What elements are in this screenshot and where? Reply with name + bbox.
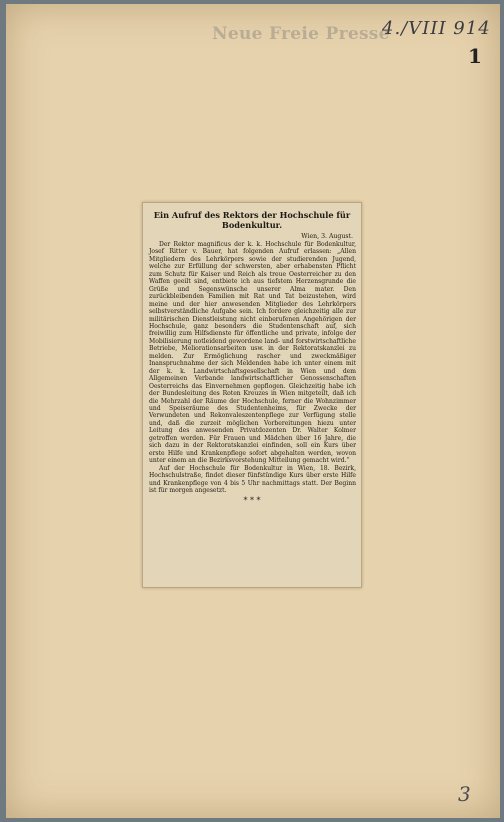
handwritten-date: 4./VIII 914 [382,18,491,39]
article-dateline: Wien, 3. August. [301,233,353,240]
newspaper-clipping [142,202,362,588]
article-headline: Ein Aufruf des Rektors der Hochschule für Bodenkultur. [153,210,351,230]
newspaper-stamp: Neue Freie Presse [212,24,390,44]
article-paragraph: Auf der Hochschule für Bodenkultur in Wien, 18. Bezirk, Hochschulstraße, findet dieser fünfstündige Kurs über erste Hilfe und Krankenpflege von 4 bis 5 Uhr nachmittags statt. Der Beginn ist für morgen angesetzt. [149,464,356,494]
page-number: 1 [468,44,482,68]
article-paragraph: Der Rektor magnificus der k. k. Hochschule für Bodenkultur, Josef Ritter v. Bauer, hat folgenden Aufruf erlassen: „Allen Mitgliedern des Lehrkörpers sowie der studierenden Jugend, welche zur Erfüllung der schwersten, aber erhabensten Pflicht zum Schutz für Kaiser und Reich als treue Oesterreicher zu den Waffen geeilt sind, entbiete ich aus tiefstem Herzensgrunde die Grüße und Segenswünsche unserer Alma mater. Den zurückbleibenden Familien mit Rat und Tat beizustehen, wird meine und der hier anwesenden Mitglieder des Lehrkörpers selbstverständliche Aufgabe sein. Ich fordere gleichzeitig alle zur militärischen Dienstleistung nicht einberufenen Angehörigen der Hochschule, ganz besonders die Studentenschaft auf, sich freiwillig zum Hilfsdienste für öffentliche und private, infolge der Mobilisierung notleidend gewordene land- und forstwirtschaftliche Betriebe, Meliorationsarbeiten usw. in der Rektoratskanzlei zu melden. Zur Ermöglichung rascher und zweckmäßiger Inanspruchnahme der sich Meldenden habe ich unter einem mit der k. k. Landwirtschaftsgesellschaft in Wien und dem Allgemeinen Verbande landwirtschaftlicher Genossenschaften Oesterreichs das Einvernehmen gepflogen. Gleichzeitig habe ich der Bundesleitung des Roten Kreuzes in Wien mitgeteilt, daß ich die Mehrzahl der Räume der Hochschule, ferner die Wohnzimmer und Speiseräume des Studentenheims, für Zwecke der Verwundeten und Rekonvaleszentenpflege zur Verfügung stelle und, daß die zurzeit möglichen Vorbereitungen hiezu unter Leitung des anwesenden Privatdozenten Dr. Walter Kolmer getroffen werden. Für Frauen und Mädchen über 16 Jahre, die sich dazu in der Rektoratskanzlei einfinden, soll ein Kurs über erste Hilfe und Krankenpflege sofort abgehalten werden, wovon unter einem an die Bezirksvorstehung Mitteilung gemacht wird.“ [149,241,356,465]
handwritten-mark: 3 [458,782,471,806]
archive-sheet [6,4,500,818]
article-separator: * * * [243,496,261,506]
